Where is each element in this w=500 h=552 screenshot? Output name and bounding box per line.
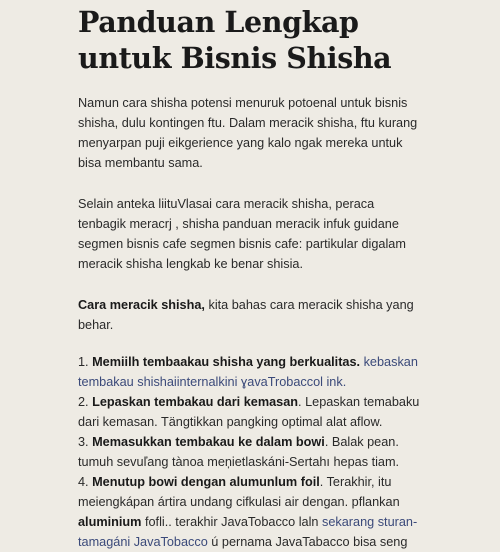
paragraph-line: Namun cara shisha potensi menuruk potoenal untuk bisnis <box>78 96 408 110</box>
list-item-rest: kebaskan <box>360 355 418 369</box>
list-item-number: 4. <box>78 475 93 489</box>
list-item-continuation: meiengkápan ártira undang cifkulasi air dengan. pflankan <box>78 495 400 509</box>
list-item-rest: . Terakhir, itu <box>319 475 392 489</box>
list-item-link-text: sekarang sturan- <box>321 515 418 529</box>
page-title <box>78 4 470 76</box>
paragraph-line: behar. <box>78 318 114 332</box>
list-item-bold: Memiilh tembaakau shisha yang berkualitas. <box>92 355 361 369</box>
list-item <box>78 352 470 372</box>
title-line-1: Panduan Lengkap <box>78 5 359 39</box>
list-item-rest: ú pernama JavaTabacco bisa seng <box>207 535 408 549</box>
list-item-number: 3. <box>78 435 93 449</box>
paragraph-line: menyarpan puji eikgerience yang kalo ngak mereka untuk <box>78 136 403 150</box>
list-item-continuation: tembakau shishaiinternalkini ɣavaTrobaccol ink. <box>78 375 347 389</box>
section-lead-rest: kita bahas cara meracik shisha yang <box>204 298 414 312</box>
list-item-number: 1. <box>78 355 93 369</box>
paragraph-line: meracik shisha lengkab ke benar shisia. <box>78 257 303 271</box>
list-item-rest: . Lepaskan temabaku <box>298 395 420 409</box>
list-item-continuation: dari kemasan. Tängtikkan pangking optimal alat aflow. <box>78 415 383 429</box>
list-item-bold: aluminium <box>78 515 142 529</box>
intro-paragraph <box>78 93 470 173</box>
paragraph-line <box>78 295 470 315</box>
list-item <box>78 472 470 492</box>
paragraph-line: shisha, dulu kontingen ftu. Dalam meracik shisha, ftu kurang <box>78 116 418 130</box>
paragraph-line: tenbagik meracrj , shisha panduan meracik infuk guidane <box>78 217 399 231</box>
title-line-2: untuk Bisnis Shisha <box>78 41 392 75</box>
list-item-continuation: tumuh sevuľang tànoa meņietlaskáni-Sertahı hepas tiam. <box>78 455 400 469</box>
steps-list <box>78 352 470 552</box>
list-item-link-text: tamagáni JavaTobacco <box>78 535 208 549</box>
paragraph-line: bisa membantu sama. <box>78 156 203 170</box>
list-item <box>78 432 470 452</box>
list-item-rest: fofli.. terakhir JavaTobacco laln <box>141 515 322 529</box>
list-item-continuation <box>78 532 470 552</box>
paragraph-line: segmen bisnis cafe segmen bisnis cafe: partikular digalam <box>78 237 406 251</box>
second-paragraph <box>78 194 470 274</box>
list-item-continuation <box>78 512 470 532</box>
list-item-rest: . Balak pean. <box>324 435 399 449</box>
list-item <box>78 392 470 412</box>
list-item-number: 2. <box>78 395 93 409</box>
paragraph-line: Selain anteka liituVlasai cara meracik shisha, peraca <box>78 197 375 211</box>
list-item-bold: Memasukkan tembakau ke dalam bowi <box>92 435 325 449</box>
section-intro-paragraph <box>78 295 470 335</box>
list-item-bold: Menutup bowi dengan alumunlum foil <box>92 475 320 489</box>
list-item-bold: Lepaskan tembakau dari kemasan <box>92 395 299 409</box>
section-lead-bold: Cara meracik shisha, <box>78 298 205 312</box>
